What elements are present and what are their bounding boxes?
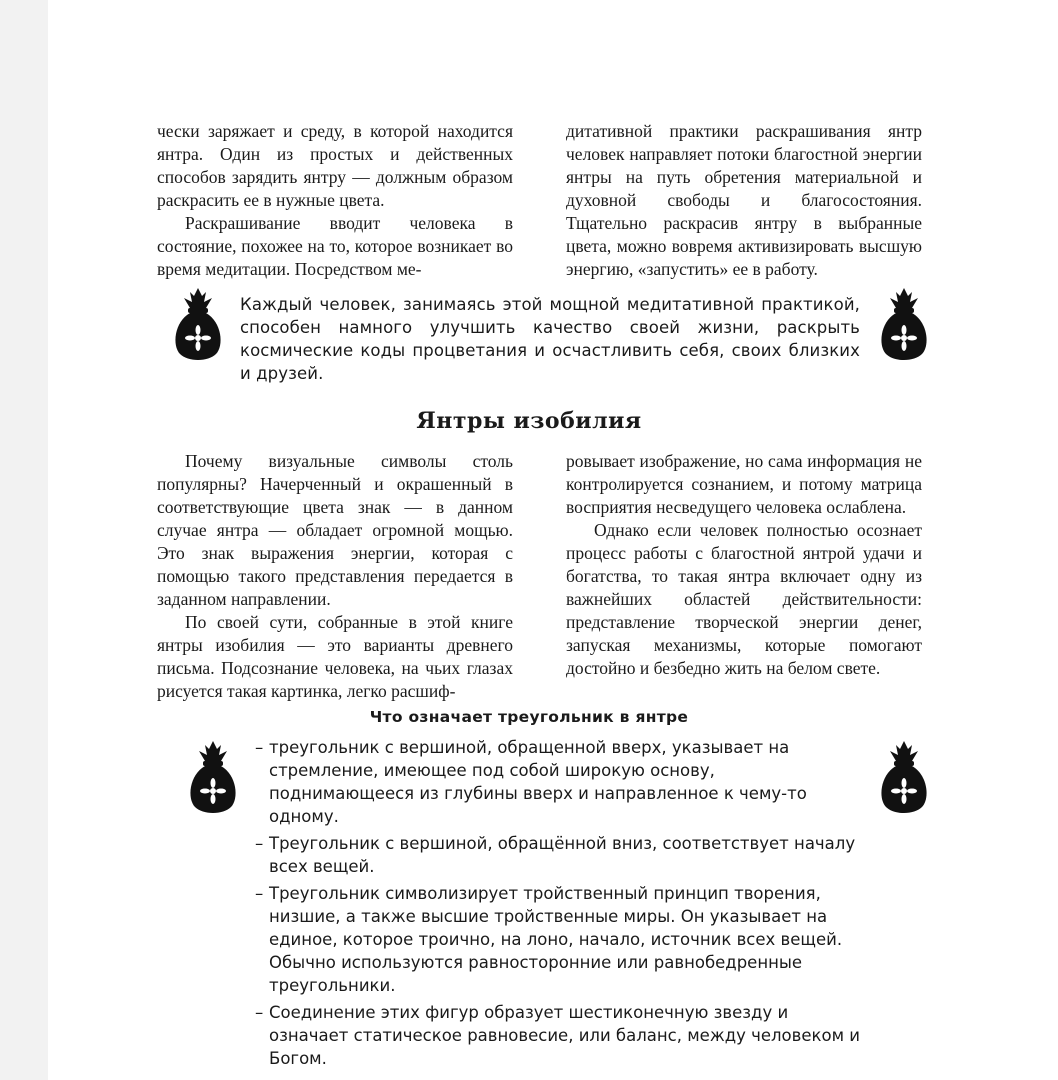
list-item-text: Треугольник с вершиной, обращённой вниз, соответствует началу всех вещей. [269, 834, 856, 876]
triangle-subheading: Что означает треугольник в янтре [369, 708, 689, 726]
list-dash: – [255, 1003, 264, 1022]
list-dash: – [255, 738, 264, 757]
money-bag-icon [185, 737, 241, 815]
section-right-column [566, 450, 922, 680]
list-item [255, 736, 865, 828]
paragraph: Однако если человек полностью осознает процесс работы с благостной янтрой удачи и богатства, то такая янтра включает одну из важнейших областей действительности: представление творческой энергии денег, запуская механизмы, которые помогают достойно и безбедно жить на белом свете. [566, 520, 922, 678]
money-bag-icon [876, 737, 932, 815]
paragraph: Раскрашивание вводит человека в состояние, похожее на то, которое возникает во время медитации. Посредством ме- [157, 213, 513, 279]
list-item-text: Треугольник символизирует тройственный принцип творения, низшие, а также высшие тройственные миры. Он указывает на единое, которое троично, на лоно, начало, источник всех вещей. Обычно используются равносторонние или равнобедренные треугольники. [269, 884, 843, 995]
paragraph: Почему визуальные символы столь популярны? Начерченный и окрашенный в соответствующие цвета знак — в данном случае янтра — обладает огромной мощью. Это знак выражения энергии, которая с помощью такого представления передается в заданном направлении. [157, 451, 513, 609]
list-item-text: Соединение этих фигур образует шестиконечную звезду и означает статическое равновесие, или баланс, между человеком и Богом. [269, 1003, 861, 1068]
callout-text: Каждый человек, занимаясь этой мощной медитативной практикой, способен намного улучшить качество своей жизни, раскрыть космические коды процветания и осчастливить себя, своих близких и друзей. [240, 295, 860, 383]
paragraph: ровывает изображение, но сама информация не контролируется сознанием, и потому матрица восприятия несведущего человека ослаблена. [566, 451, 922, 517]
section-title: Янтры изобилия [416, 408, 642, 434]
paragraph: По своей сути, собранные в этой книге янтры изобилия — это варианты древнего письма. Подсознание человека, на чьих глазах рисуется такая картинка, легко расшиф- [157, 612, 513, 701]
money-bag-icon [170, 284, 226, 362]
intro-right-column [566, 120, 922, 281]
intro-left-column [157, 120, 513, 281]
list-dash: – [255, 834, 264, 853]
list-item-text: треугольник с вершиной, обращенной вверх, указывает на стремление, имеющее под собой широкую основу, поднимающееся из глубины вверх и направленное к чему-то одному. [269, 738, 807, 826]
list-item [255, 832, 865, 878]
list-item [255, 1001, 865, 1070]
list-dash: – [255, 884, 264, 903]
page-margin [0, 0, 48, 1080]
paragraph: дитативной практики раскрашивания янтр человек направляет потоки благостной энергии янтры на путь обретения материальной и духовной свободы и благосостояния. Тщательно раскрасив янтру в выбранные цвета, можно вовремя активизировать высшую энергию, «запустить» ее в работу. [566, 121, 922, 279]
triangle-list [255, 736, 865, 1074]
section-left-column [157, 450, 513, 703]
list-item [255, 882, 865, 997]
paragraph: чески заряжает и среду, в которой находится янтра. Один из простых и действенных способов зарядить янтру — должным образом раскрасить ее в нужные цвета. [157, 121, 513, 210]
money-bag-icon [876, 284, 932, 362]
